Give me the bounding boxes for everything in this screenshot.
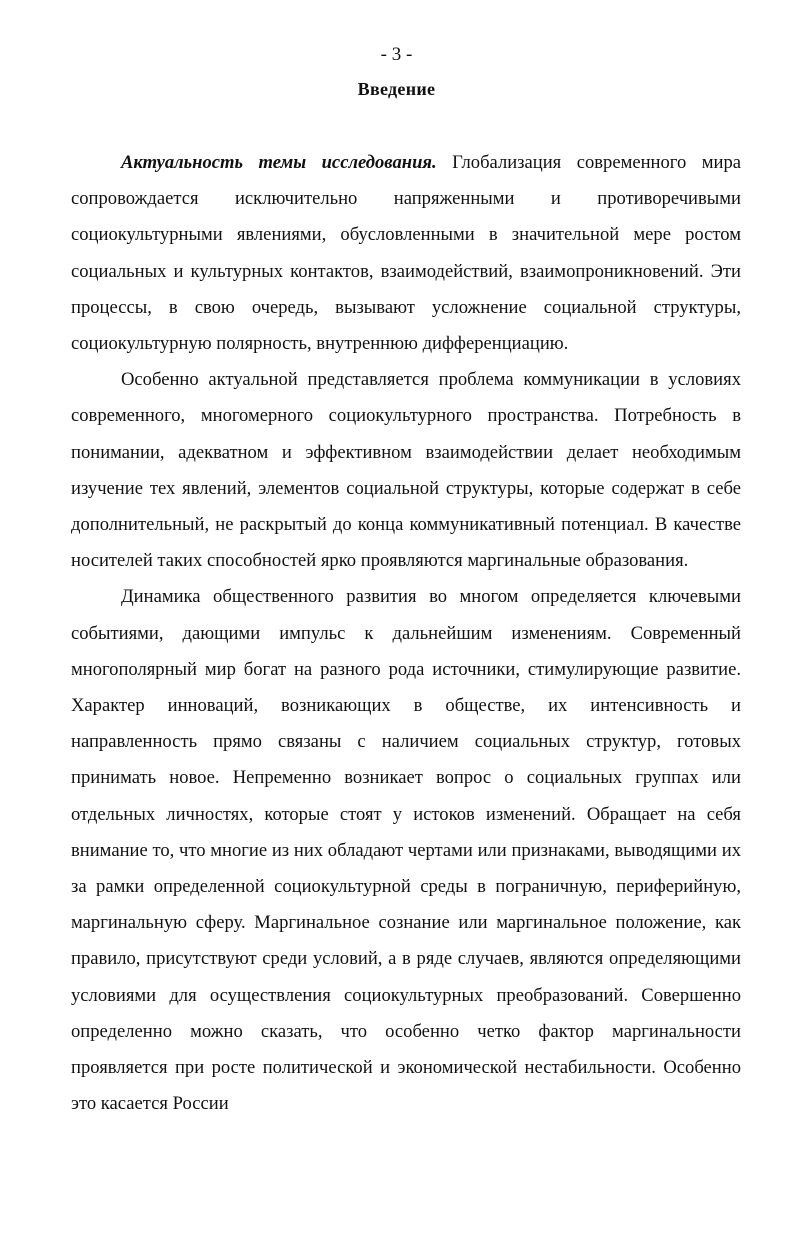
section-heading: Введение xyxy=(357,79,436,99)
paragraph-lead: Актуальность темы исследования. xyxy=(121,152,437,173)
page-number: - 3 - xyxy=(380,44,413,65)
paragraph-relevance xyxy=(71,145,741,362)
paragraph-communication: Особенно актуальной представляется проблема коммуникации в условиях современного, многомерного социокультурного пространства. Потребность в понимании, адекватном и эффективном взаимодействии делает необходимым изучение тех явлений, элементов социальной структуры, которые содержат в себе дополнительный, не раскрытый до конца коммуникативный потенциал. В качестве носителей таких способностей ярко проявляются маргинальные образования. xyxy=(71,369,741,572)
paragraph-text: Глобализация современного мира сопровождается исключительно напряженными и противоречивыми социокультурными явлениями, обусловленными в значительной мере ростом социальных и культурных контактов, взаимодействий, взаимопроникновений. Эти процессы, в свою очередь, вызывают усложнение социальной структуры, социокультурную полярность, внутреннюю дифференциацию. xyxy=(71,152,741,355)
body-text xyxy=(71,145,741,1122)
paragraph-dynamics: Динамика общественного развития во многом определяется ключевыми событиями, дающими импульс к дальнейшим изменениям. Современный многополярный мир богат на разного рода источники, стимулирующие развитие. Характер инноваций, возникающих в обществе, их интенсивность и направленность прямо связаны с наличием социальных структур, готовых принимать новое. Непременно возникает вопрос о социальных группах или отдельных личностях, которые стоят у истоков изменений. Обращает на себя внимание то, что многие из них обладают чертами или признаками, выводящими их за рамки определенной социокультурной среды в пограничную, периферийную, маргинальную сферу. Маргинальное сознание или маргинальное положение, как правило, присутствуют среди условий, а в ряде случаев, являются определяющими условиями для осуществления социокультурных преобразований. Совершенно определенно можно сказать, что особенно четко фактор маргинальности проявляется при росте политической и экономической нестабильности. Особенно это касается России xyxy=(71,586,741,1115)
